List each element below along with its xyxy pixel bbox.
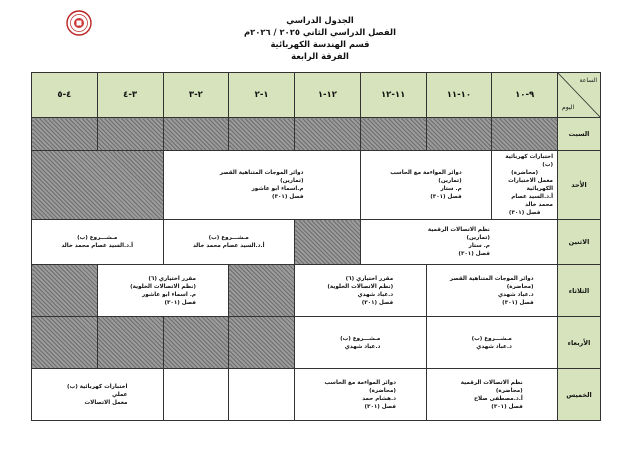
time-slot-header: ٣-٤ — [97, 73, 163, 118]
header-semester: الفصل الدراسي الثاني ٢٠٢٥ / ٢٠٢٦م — [244, 27, 396, 37]
class-session — [295, 369, 427, 421]
course-name: مقرر اختياري (٦) — [148, 275, 196, 282]
class-session — [426, 265, 558, 317]
course-name: دوائر الموجات المتناهية القصر — [449, 275, 534, 282]
day-row-saturday — [32, 118, 601, 151]
schedule-header — [0, 14, 640, 62]
session-type: (محاضرة) — [495, 387, 523, 394]
instructor: د.هشام حمد — [362, 395, 396, 402]
time-slot-header: ١١-١٢ — [360, 73, 426, 118]
course-name: مـشـــروع (ب) — [471, 335, 512, 342]
instructor: م. ستار — [440, 186, 462, 192]
room: فصل (٣٠١) — [508, 210, 541, 216]
course-name: دوائر الموجات المتناهية القصر — [219, 170, 304, 176]
blocked-slot — [32, 151, 164, 220]
instructor: أ.د.السيد عصام محمد خالد — [192, 243, 265, 249]
course-name: مـشـــروع (ب) — [208, 235, 249, 241]
blocked-slot — [32, 118, 98, 151]
course-name: مـشـــروع (ب) — [77, 235, 118, 241]
blocked-slot — [295, 220, 361, 265]
session-type: (تمارين) — [280, 178, 304, 184]
blocked-slot — [163, 317, 229, 369]
room: فصل (٣٠١) — [164, 299, 196, 306]
corner-cell — [558, 73, 601, 118]
room: فصل (٣٠١) — [364, 403, 396, 410]
day-row-thursday — [32, 369, 601, 421]
day-label: الخميس — [558, 369, 601, 421]
day-row-tuesday — [32, 265, 601, 317]
class-session — [163, 220, 295, 265]
course-name: نظم الاتصالات الرقمية — [427, 227, 490, 233]
instructor: د.عباد شهدي — [357, 291, 394, 298]
header-title: الجدول الدراسي — [286, 15, 354, 25]
instructor: م. اسماء ابو عاشور — [142, 291, 196, 298]
class-session — [360, 220, 557, 265]
day-label: السبت — [558, 118, 601, 151]
time-slot-header: ٩-١٠ — [492, 73, 558, 118]
blocked-slot — [97, 118, 163, 151]
instructor: د.عباد شهدي — [344, 343, 381, 350]
lab-name: معمل الاختبارات الكهربائية — [508, 178, 553, 192]
instructor: د.عباد شهدي — [498, 291, 534, 298]
blocked-slot — [32, 317, 98, 369]
course-subtitle: (نظم الاتصالات الخلوية) — [327, 283, 394, 290]
blocked-slot — [229, 317, 295, 369]
time-slot-header: ١٢-١ — [295, 73, 361, 118]
time-slot-header: ٤-٥ — [32, 73, 98, 118]
room: فصل (٣٠١) — [502, 299, 534, 306]
blocked-slot — [163, 118, 229, 151]
blocked-slot — [32, 265, 98, 317]
instructor: م. ستار — [468, 243, 490, 249]
empty-slot — [229, 369, 295, 421]
class-session — [492, 151, 558, 220]
instructor: د.عباد شهدي — [476, 343, 512, 350]
session-type: (تمارين) — [438, 178, 462, 184]
class-session — [97, 265, 229, 317]
day-row-wednesday — [32, 317, 601, 369]
blocked-slot — [360, 118, 426, 151]
corner-day-label: اليوم — [562, 104, 575, 111]
time-header-row — [32, 73, 601, 118]
course-name: دوائر المواءمة مع الحاسب — [324, 379, 396, 386]
blocked-slot — [229, 118, 295, 151]
instructor: أ.د.السيد عصام محمد خالد — [511, 194, 553, 208]
instructor: أ.د.السيد عصام محمد خالد — [61, 243, 134, 249]
class-session — [426, 369, 558, 421]
day-label: الثلاثاء — [558, 265, 601, 317]
course-subtitle: (نظم الاتصالات الخلوية) — [130, 283, 196, 290]
session-type: (محاضرة) — [506, 283, 534, 290]
course-name: اختبارات كهربائية (ب) — [67, 383, 128, 390]
class-session — [360, 151, 492, 220]
course-name: مـشـــروع (ب) — [340, 335, 381, 342]
class-session — [295, 265, 427, 317]
session-type: (تمارين) — [466, 235, 490, 241]
day-row-sunday — [32, 151, 601, 220]
day-label: الأحد — [558, 151, 601, 220]
schedule-table — [31, 72, 601, 421]
day-row-monday — [32, 220, 601, 265]
instructor: م.اسماء ابو عاشور — [251, 186, 304, 192]
room: فصل (٣٠١) — [430, 194, 462, 200]
course-name: اختبارات كهربائية (ب) — [505, 154, 553, 168]
session-type: (محاضرة) — [369, 387, 396, 394]
time-slot-header: ١-٢ — [229, 73, 295, 118]
room: فصل (٣٠١) — [361, 299, 394, 306]
room: فصل (٣٠١) — [272, 194, 304, 200]
blocked-slot — [295, 118, 361, 151]
header-year: الفرقة الرابعة — [291, 51, 349, 61]
blocked-slot — [229, 265, 295, 317]
time-slot-header: ٢-٣ — [163, 73, 229, 118]
empty-slot — [163, 369, 229, 421]
blocked-slot — [426, 118, 492, 151]
course-name: دوائر المواءمة مع الحاسب — [390, 170, 462, 176]
instructor: أ.د.مصطفى صلاح — [473, 395, 523, 402]
class-session — [426, 317, 558, 369]
blocked-slot — [492, 118, 558, 151]
day-label: الاثنين — [558, 220, 601, 265]
course-name: نظم الاتصالات الرقمية — [460, 379, 523, 386]
class-session — [32, 369, 164, 421]
class-session — [32, 220, 164, 265]
header-department: قسم الهندسة الكهربائية — [270, 39, 370, 49]
class-session — [295, 317, 427, 369]
session-type: (محاضرة) — [511, 170, 539, 176]
class-session — [163, 151, 360, 220]
room: فصل (٣٠١) — [458, 251, 490, 257]
day-label: الأربعاء — [558, 317, 601, 369]
room: فصل (٣٠١) — [491, 403, 523, 410]
course-name: مقرر اختياري (٦) — [345, 275, 394, 282]
session-type: عملي — [111, 391, 128, 398]
corner-time-label: الساعة — [579, 77, 597, 84]
blocked-slot — [97, 317, 163, 369]
time-slot-header: ١٠-١١ — [426, 73, 492, 118]
lab-name: معمل الاتصالات — [84, 399, 128, 406]
